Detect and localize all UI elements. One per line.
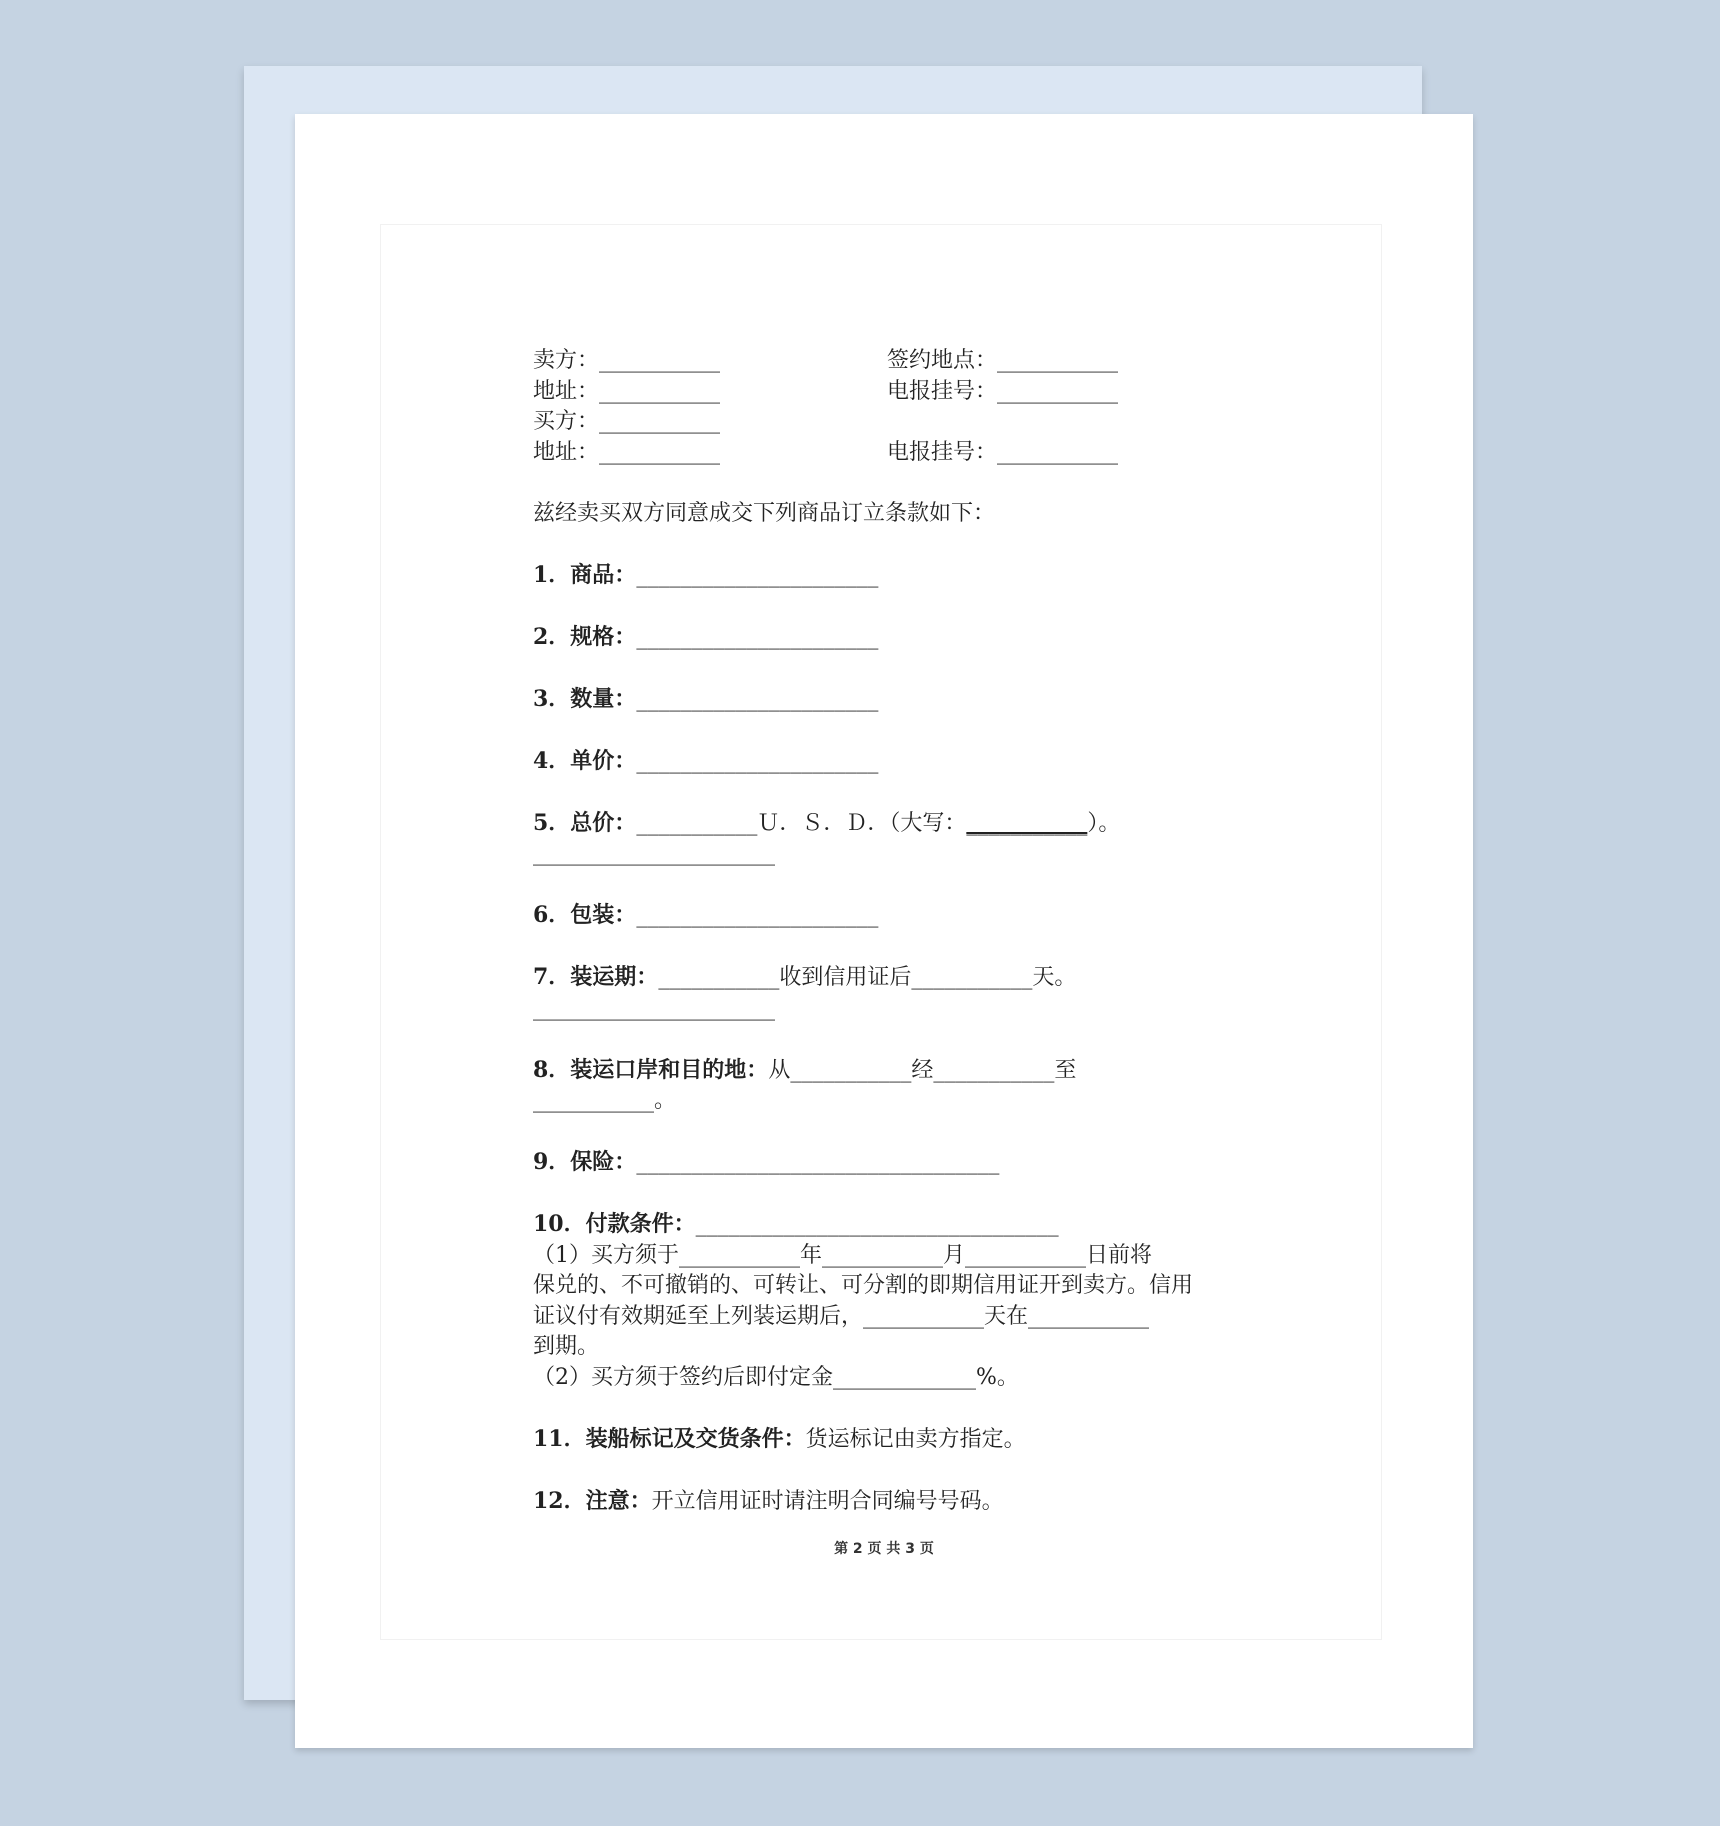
clause-8-label: 8．装运口岸和目的地： [533, 1056, 769, 1083]
clause-11 [533, 1424, 1293, 1456]
clause-4 [533, 746, 1293, 778]
buyer-address-field: 地址：___________ [533, 439, 721, 465]
clause-12-label: 12．注意： [533, 1487, 652, 1514]
clause-7-text: ___________收到信用证后___________天。 [658, 965, 1077, 990]
document-page [295, 114, 1473, 1748]
intro-text: 兹经卖买双方同意成交下列商品订立条款如下： [533, 500, 996, 526]
clause-1-blank: ______________________ [636, 562, 879, 588]
clause-9 [533, 1147, 1293, 1179]
clause-7-label: 7．装运期： [533, 964, 659, 990]
contract-body [533, 346, 1293, 1517]
seller-address-field: 地址：___________ [533, 378, 721, 404]
clause-11-text: 货运标记由卖方指定。 [805, 1426, 1026, 1452]
clause-4-label: 4．单价： [533, 747, 637, 774]
clause-6-blank: ______________________ [636, 903, 879, 928]
header-row-buyer [533, 407, 1293, 438]
clause-8-text: 从___________经___________至 [768, 1057, 1077, 1083]
clause-10-p1-line3: 证议付有效期延至上列装运期后，___________天在___________ [533, 1303, 1150, 1329]
seller-cable-field: 电报挂号：___________ [887, 378, 1119, 404]
sign-place-field: 签约地点：___________ [887, 348, 1119, 373]
clause-3 [533, 684, 1293, 716]
clause-10-p1-line1: （1）买方须于___________年___________月___________日前将 [533, 1242, 1152, 1268]
clause-5-end: ）。 [1087, 810, 1121, 836]
clause-5-line2: ______________________ [533, 841, 775, 866]
clause-5-amount-words: ___________ [966, 810, 1088, 836]
clause-12-text: 开立信用证时请注明合同编号号码。 [651, 1488, 1004, 1514]
clause-4-blank: ______________________ [636, 748, 879, 774]
buyer-cable-field: 电报挂号：___________ [887, 439, 1119, 465]
clause-1-label: 1．商品： [533, 561, 637, 588]
clause-10-label: 10．付款条件： [533, 1211, 696, 1237]
header-row-address2 [533, 438, 1293, 469]
clause-5-label: 5．总价： [533, 809, 637, 836]
page-number-footer: 第 2 页 共 3 页 [834, 1541, 934, 1557]
clause-2 [533, 622, 1293, 654]
clause-9-blank: _________________________________ [636, 1150, 1000, 1175]
clause-5-text: ___________Ｕ．Ｓ．Ｄ．（大写： [636, 810, 967, 836]
clause-3-label: 3．数量： [533, 685, 637, 712]
clause-6-label: 6．包装： [533, 902, 637, 928]
buyer-field: 买方：___________ [533, 409, 721, 434]
clause-6 [533, 900, 1293, 932]
clause-7 [533, 962, 1293, 994]
clause-10-p1-line2: 保兑的、不可撤销的、可转让、可分割的即期信用证开到卖方。信用 [533, 1273, 1194, 1298]
clause-11-label: 11．装船标记及交货条件： [533, 1425, 806, 1452]
clause-2-blank: ______________________ [636, 624, 879, 650]
clause-1 [533, 560, 1293, 592]
header-row-address1 [533, 377, 1293, 408]
clause-12 [533, 1486, 1293, 1518]
clause-9-label: 9．保险： [533, 1149, 637, 1175]
clause-10-p2: （2）买方须于签约后即付定金_____________%。 [533, 1364, 1019, 1390]
clause-10-blank: _________________________________ [695, 1212, 1059, 1237]
clause-2-label: 2．规格： [533, 623, 637, 650]
clause-10-p1-line4: 到期。 [533, 1334, 600, 1359]
clause-8 [533, 1055, 1293, 1087]
clause-7-line2: ______________________ [533, 995, 775, 1021]
clause-10 [533, 1209, 1293, 1241]
seller-field: 卖方：___________ [533, 348, 721, 373]
clause-5 [533, 808, 1293, 840]
header-row-seller [533, 346, 1293, 377]
clause-3-blank: ______________________ [636, 686, 879, 712]
clause-8-line2: ___________。 [533, 1088, 677, 1113]
